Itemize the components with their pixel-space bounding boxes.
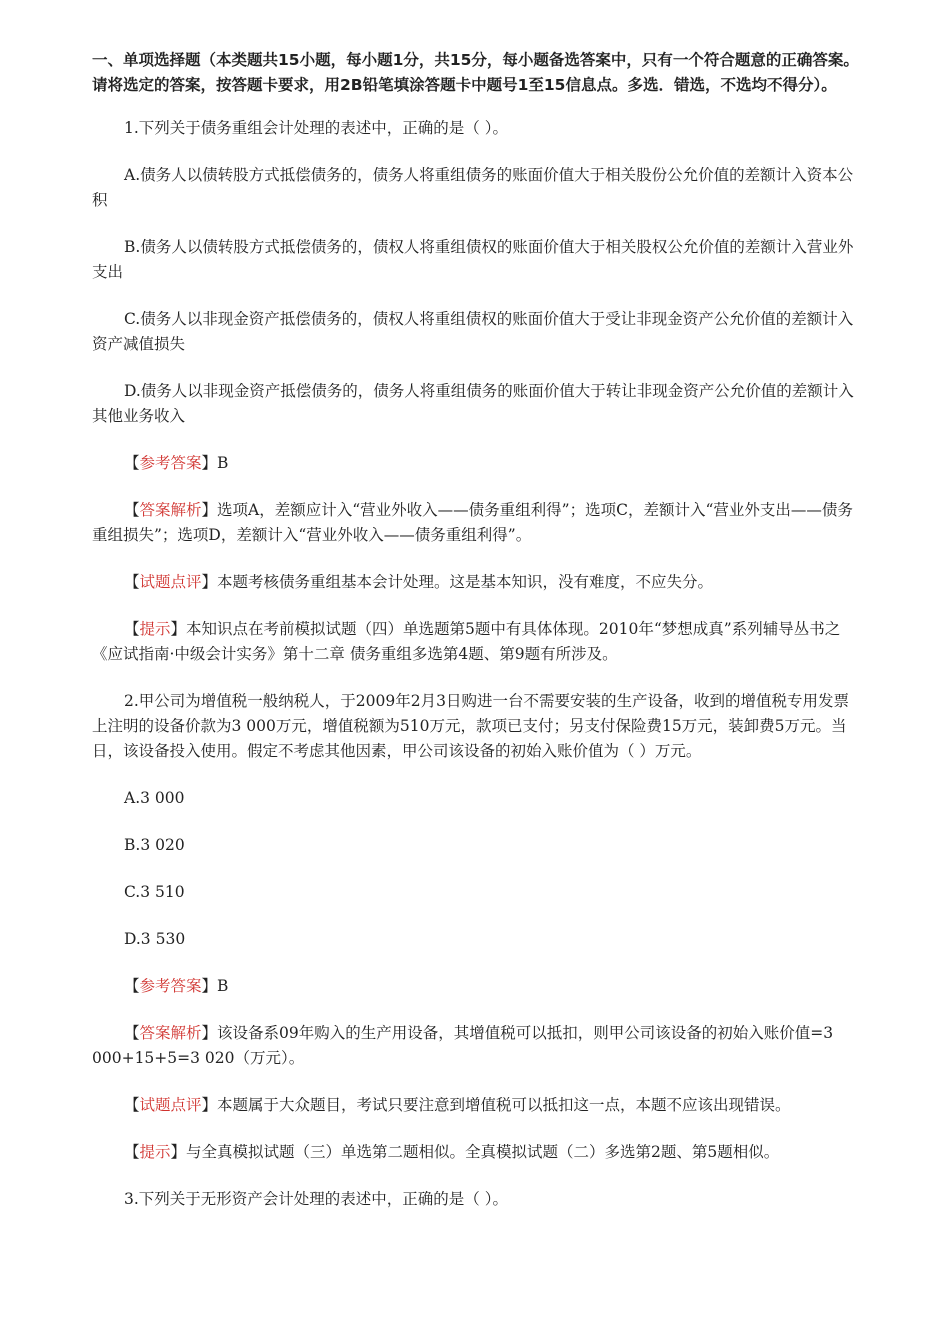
comment-label: 试题点评: [139, 573, 202, 591]
answer-label: 参考答案: [139, 977, 202, 995]
question-2-option-c: C.3 510: [124, 883, 185, 901]
question-2-option-b: B.3 020: [124, 836, 185, 854]
tip-label: 提示: [139, 1143, 171, 1161]
document-page: [92, 48, 864, 1234]
question-1-option-a: A.债务人以债转股方式抵偿债务的，债务人将重组债务的账面价值大于相关股份公允价值的差额计入资本公积: [92, 166, 854, 209]
comment-text: 本题属于大众题目，考试只要注意到增值税可以抵扣这一点，本题不应该出现错误。: [217, 1096, 791, 1114]
question-1-option-c: C.债务人以非现金资产抵偿债务的，债权人将重组债权的账面价值大于受让非现金资产公允价值的差额计入资产减值损失: [92, 310, 854, 353]
question-2-stem: 2.甲公司为增值税一般纳税人，于2009年2月3日购进一台不需要安装的生产设备，收到的增值税专用发票上注明的设备价款为3 000万元，增值税额为510万元，款项已支付；另支付保险费15万元，装卸费5万元。当日，该设备投入使用。假定不考虑其他因素，甲公司该设备的初始入账价值为（ ）万元。: [92, 692, 849, 760]
tip-text: 与全真模拟试题（三）单选第二题相似。全真模拟试题（二）多选第2题、第5题相似。: [186, 1143, 780, 1161]
question-1-analysis: 【答案解析】选项A，差额应计入“营业外收入——债务重组利得”；选项C，差额计入“营业外支出——债务重组损失”；选项D，差额计入“营业外收入——债务重组利得”。: [92, 501, 853, 544]
question-1-tip: 【提示】本知识点在考前模拟试题（四）单选题第5题中有具体体现。2010年“梦想成真”系列辅导丛书之《应试指南·中级会计实务》第十二章 债务重组多选第4题、第9题有所涉及。: [92, 620, 841, 663]
question-1-option-d: D.债务人以非现金资产抵偿债务的，债务人将重组债务的账面价值大于转让非现金资产公允价值的差额计入其他业务收入: [92, 382, 854, 425]
tip-text: 本知识点在考前模拟试题（四）单选题第5题中有具体体现。2010年“梦想成真”系列辅导丛书之《应试指南·中级会计实务》第十二章 债务重组多选第4题、第9题有所涉及。: [92, 620, 841, 663]
analysis-text: 该设备系09年购入的生产用设备，其增值税可以抵扣，则甲公司该设备的初始入账价值=3 000+15+5=3 020（万元）。: [92, 1024, 834, 1067]
tip-label: 提示: [139, 620, 171, 638]
question-2-tip: 【提示】与全真模拟试题（三）单选第二题相似。全真模拟试题（二）多选第2题、第5题相似。: [124, 1143, 780, 1161]
question-2-option-d: D.3 530: [124, 930, 186, 948]
comment-text: 本题考核债务重组基本会计处理。这是基本知识，没有难度，不应失分。: [217, 573, 714, 591]
analysis-label: 答案解析: [139, 501, 202, 519]
answer-value: B: [217, 977, 229, 995]
analysis-text: 选项A，差额应计入“营业外收入——债务重组利得”；选项C，差额计入“营业外支出——债务重组损失”；选项D，差额计入“营业外收入——债务重组利得”。: [92, 501, 853, 544]
question-3-stem: 3.下列关于无形资产会计处理的表述中，正确的是（ ）。: [124, 1190, 508, 1208]
question-1-comment: 【试题点评】本题考核债务重组基本会计处理。这是基本知识，没有难度，不应失分。: [124, 573, 714, 591]
analysis-label: 答案解析: [139, 1024, 202, 1042]
question-2-comment: 【试题点评】本题属于大众题目，考试只要注意到增值税可以抵扣这一点，本题不应该出现错误。: [124, 1096, 791, 1114]
question-2-option-a: A.3 000: [124, 789, 185, 807]
question-1-answer: 【参考答案】B: [124, 454, 229, 472]
question-1-stem: 1.下列关于债务重组会计处理的表述中，正确的是（ ）。: [124, 119, 508, 137]
question-2-analysis: 【答案解析】该设备系09年购入的生产用设备，其增值税可以抵扣，则甲公司该设备的初始入账价值=3 000+15+5=3 020（万元）。: [92, 1024, 834, 1067]
comment-label: 试题点评: [139, 1096, 202, 1114]
question-1-option-b: B.债务人以债转股方式抵偿债务的，债权人将重组债权的账面价值大于相关股权公允价值的差额计入营业外支出: [92, 238, 854, 281]
answer-label: 参考答案: [139, 454, 202, 472]
answer-value: B: [217, 454, 229, 472]
section-heading: 一、单项选择题（本类题共15小题，每小题1分，共15分，每小题备选答案中，只有一个符合题意的正确答案。请将选定的答案，按答题卡要求，用2B铅笔填涂答题卡中题号1至15信息点。多选．错选，不选均不得分）。: [92, 51, 859, 94]
question-2-answer: 【参考答案】B: [124, 977, 229, 995]
